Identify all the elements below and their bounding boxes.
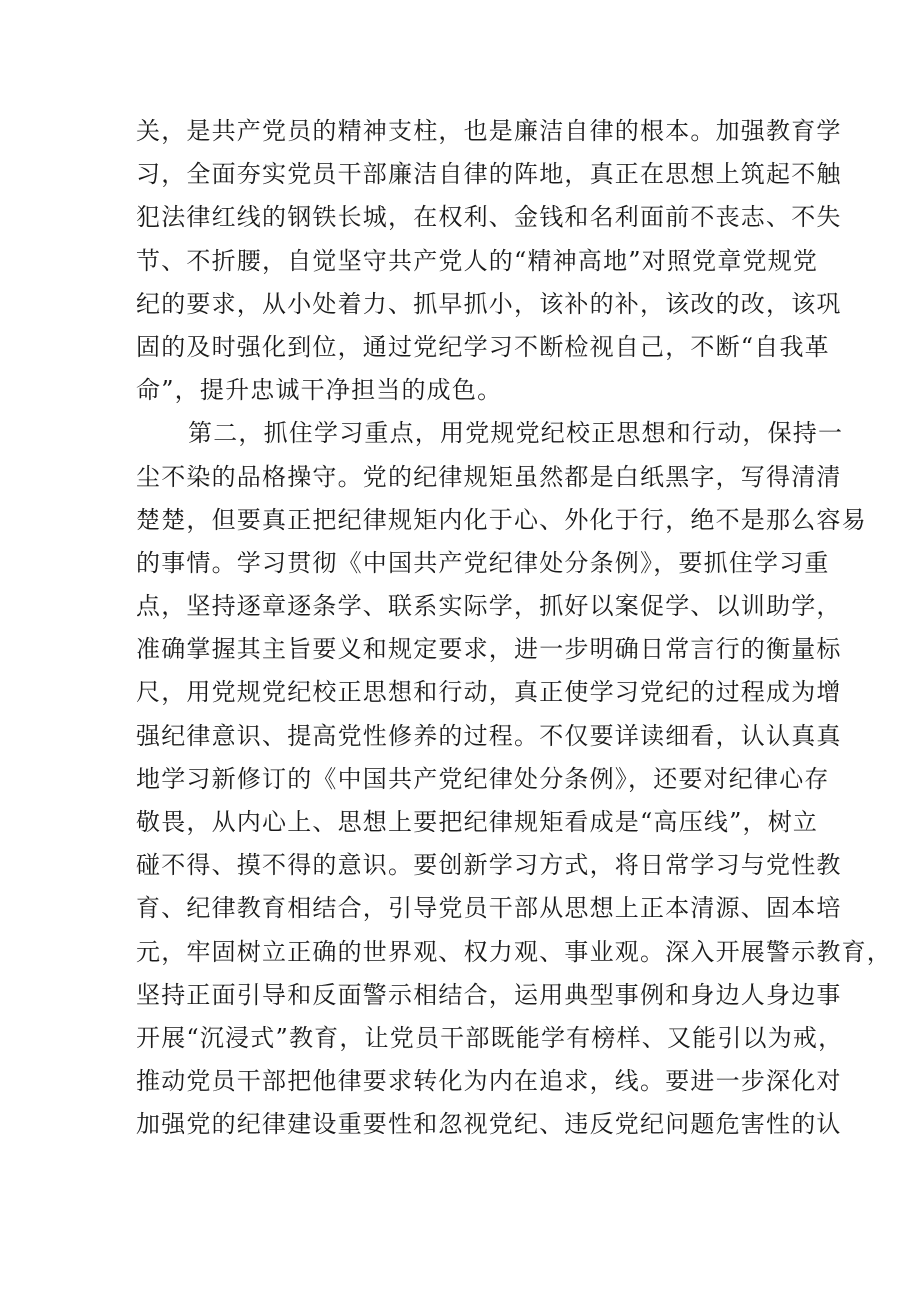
text-line: 开展“沉浸式”教育，让党员干部既能学有榜样、又能引以为戒， bbox=[136, 1023, 844, 1052]
text-line: 尘不染的品格操守。党的纪律规矩虽然都是白纸黑字，写得清清 bbox=[136, 462, 842, 491]
text-line: 元，牢固树立正确的世界观、权力观、事业观。深入开展警示教育， bbox=[136, 937, 892, 966]
text-line: 敬畏，从内心上、思想上要把纪律规矩看成是“高压线”，树立 bbox=[136, 808, 819, 836]
text-line: 犯法律红线的钢铁长城，在权利、金钱和名利面前不丧志、不失 bbox=[136, 203, 842, 232]
paragraph-end-line: 命”，提升忠诚干净担当的成色。 bbox=[136, 376, 503, 405]
text-line: 地学习新修订的《中国共产党纪律处分条例》，还要对纪律心存 bbox=[136, 764, 830, 793]
text-line: 强纪律意识、提高党性修养的过程。不仅要详读细看，认认真真 bbox=[136, 721, 842, 750]
text-line: 纪的要求，从小处着力、抓早抓小，该补的补，该改的改，该巩 bbox=[136, 289, 842, 318]
text-line: 点，坚持逐章逐条学、联系实际学，抓好以案促学、以训助学， bbox=[136, 592, 842, 621]
text-line: 楚楚，但要真正把纪律规矩内化于心、外化于行，绝不是那么容易 bbox=[136, 505, 867, 534]
text-line: 育、纪律教育相结合，引导党员干部从思想上正本清源、固本培 bbox=[136, 894, 842, 923]
text-line: 坚持正面引导和反面警示相结合，运用典型事例和身边人身边事 bbox=[136, 980, 842, 1009]
text-line: 加强党的纪律建设重要性和忽视党纪、违反党纪问题危害性的认 bbox=[136, 1110, 842, 1139]
text-line: 的事情。学习贯彻《中国共产党纪律处分条例》，要抓住学习重 bbox=[136, 548, 830, 577]
body-text bbox=[136, 110, 892, 1147]
text-line: 推动党员干部把他律要求转化为内在追求，线。要进一步深化对 bbox=[136, 1067, 842, 1096]
paragraph-first-line: 第二，抓住学习重点，用党规党纪校正思想和行动，保持一 bbox=[188, 419, 844, 448]
text-line: 准确掌握其主旨要义和规定要求，进一步明确日常言行的衡量标 bbox=[136, 635, 842, 664]
text-line: 节、不折腰，自觉坚守共产党人的“精神高地”对照党章党规党 bbox=[136, 246, 819, 275]
text-line: 碰不得、摸不得的意识。要创新学习方式，将日常学习与党性教 bbox=[136, 851, 842, 880]
text-line: 习，全面夯实党员干部廉洁自律的阵地，真正在思想上筑起不触 bbox=[136, 160, 842, 189]
text-line: 尺，用党规党纪校正思想和行动，真正使学习党纪的过程成为增 bbox=[136, 678, 842, 707]
text-line: 固的及时强化到位，通过党纪学习不断检视自己，不断“自我革 bbox=[136, 332, 830, 361]
text-line: 关，是共产党员的精神支柱，也是廉洁自律的根本。加强教育学 bbox=[136, 117, 842, 145]
